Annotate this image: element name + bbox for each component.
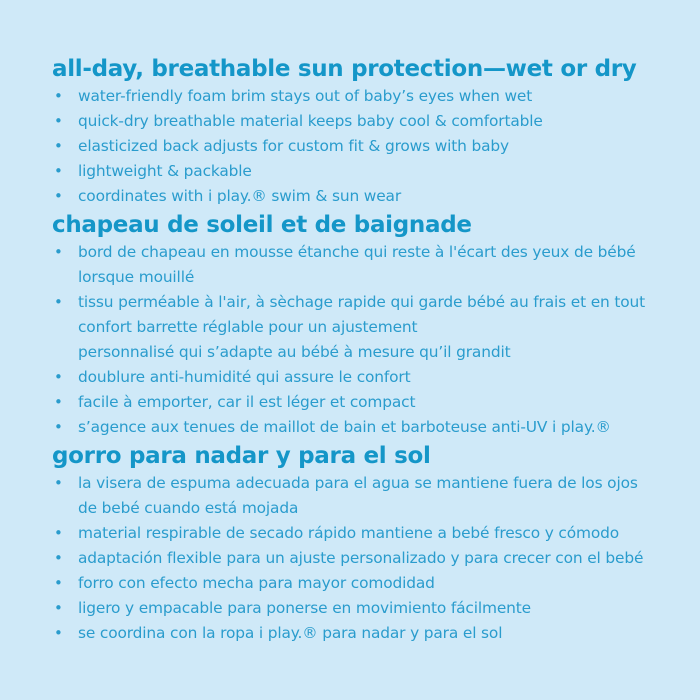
- section-english: [52, 54, 680, 209]
- bullet-dot: •: [54, 187, 63, 205]
- bullet-dot: •: [54, 243, 63, 261]
- list-item: [52, 184, 680, 209]
- list-item-text: la visera de espuma adecuada para el agua se mantiene fuera de los ojos: [78, 474, 638, 492]
- list-item: [52, 134, 680, 159]
- list-item-text: coordinates with i play.® swim & sun wear: [78, 187, 402, 205]
- bullet-list-english: [52, 84, 680, 209]
- section-spanish: [52, 441, 680, 646]
- list-item-text: forro con efecto mecha para mayor comodidad: [78, 574, 435, 592]
- list-item-text: quick-dry breathable material keeps baby cool & comfortable: [78, 112, 543, 130]
- list-item: [52, 521, 680, 546]
- list-item-text: water-friendly foam brim stays out of baby’s eyes when wet: [78, 87, 533, 105]
- list-item: [52, 571, 680, 596]
- list-item-text: doublure anti-humidité qui assure le confort: [78, 368, 411, 386]
- bullet-dot: •: [54, 574, 63, 592]
- list-item: [52, 621, 680, 646]
- list-item-text-continued: lorsque mouillé: [78, 268, 195, 286]
- list-item-text: material respirable de secado rápido mantiene a bebé fresco y cómodo: [78, 524, 619, 542]
- list-item: [52, 109, 680, 134]
- list-item-text: ligero y empacable para ponerse en movimiento fácilmente: [78, 599, 531, 617]
- section-heading-french: chapeau de soleil et de baignade: [52, 212, 472, 238]
- list-item-text-continued: personnalisé qui s’adapte au bébé à mesure qu’il grandit: [78, 343, 511, 361]
- list-item: [52, 240, 680, 290]
- bullet-dot: •: [54, 162, 63, 180]
- list-item-text: lightweight & packable: [78, 162, 252, 180]
- bullet-dot: •: [54, 393, 63, 411]
- list-item-text: facile à emporter, car il est léger et compact: [78, 393, 416, 411]
- list-item: [52, 471, 680, 521]
- section-heading-english: all-day, breathable sun protection—wet or dry: [52, 56, 637, 82]
- bullet-dot: •: [54, 368, 63, 386]
- list-item: [52, 390, 680, 415]
- bullet-list-spanish: [52, 471, 680, 646]
- list-item-text: tissu perméable à l'air, à sèchage rapide qui garde bébé au frais et en tout: [78, 293, 646, 311]
- section-french: [52, 210, 680, 440]
- bullet-dot: •: [54, 549, 63, 567]
- bullet-dot: •: [54, 418, 63, 436]
- section-heading-spanish: gorro para nadar y para el sol: [52, 443, 431, 469]
- list-item: [52, 159, 680, 184]
- list-item: [52, 290, 680, 365]
- bullet-dot: •: [54, 293, 63, 311]
- bullet-list-french: [52, 240, 680, 440]
- list-item-text-continued: de bebé cuando está mojada: [78, 499, 299, 517]
- list-item: [52, 84, 680, 109]
- list-item-text: se coordina con la ropa i play.® para nadar y para el sol: [78, 624, 503, 642]
- list-item: [52, 546, 680, 571]
- bullet-dot: •: [54, 87, 63, 105]
- list-item-text: adaptación flexible para un ajuste personalizado y para crecer con el bebé: [78, 549, 644, 567]
- list-item-text: s’agence aux tenues de maillot de bain et barboteuse anti-UV i play.®: [78, 418, 611, 436]
- bullet-dot: •: [54, 524, 63, 542]
- list-item: [52, 365, 680, 390]
- list-item-text: bord de chapeau en mousse étanche qui reste à l'écart des yeux de bébé: [78, 243, 636, 261]
- list-item: [52, 596, 680, 621]
- bullet-dot: •: [54, 112, 63, 130]
- bullet-dot: •: [54, 474, 63, 492]
- bullet-dot: •: [54, 137, 63, 155]
- bullet-dot: •: [54, 599, 63, 617]
- bullet-dot: •: [54, 624, 63, 642]
- list-item-text-continued: confort barrette réglable pour un ajustement: [78, 318, 418, 336]
- list-item: [52, 415, 680, 440]
- list-item-text: elasticized back adjusts for custom fit & grows with baby: [78, 137, 510, 155]
